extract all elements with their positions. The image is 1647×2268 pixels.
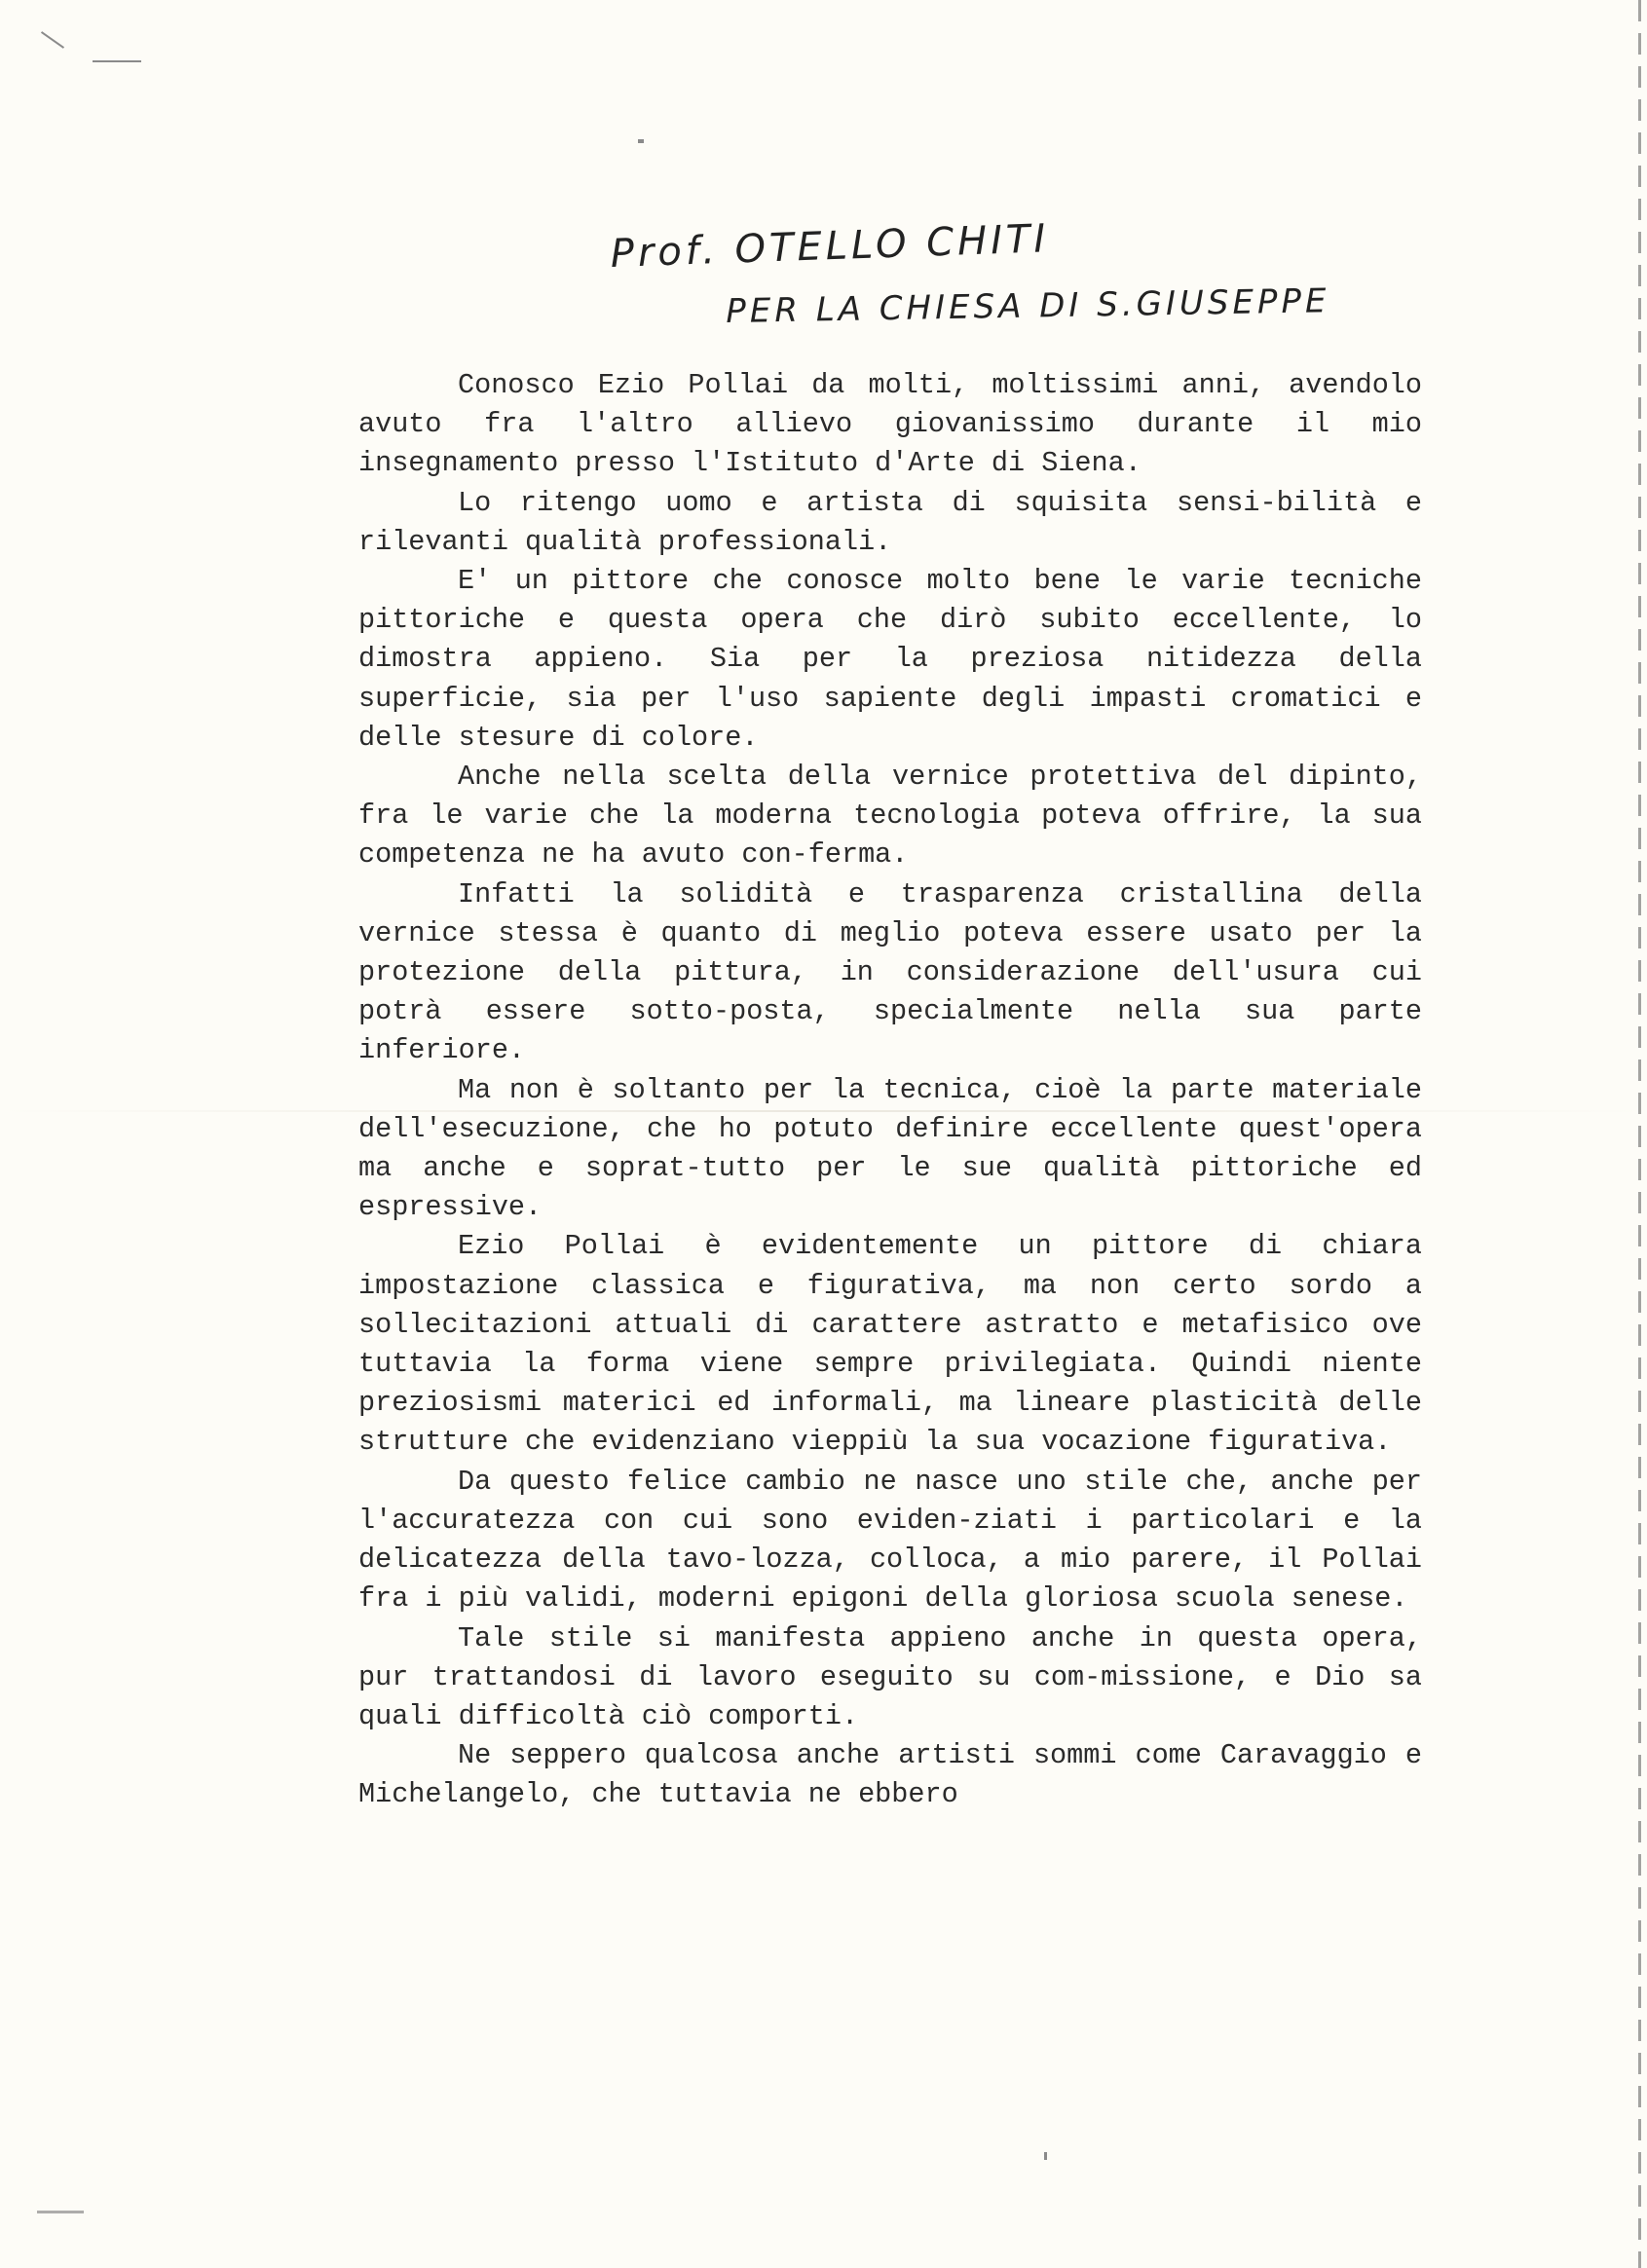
paragraph: Ezio Pollai è evidentemente un pittore di chiara impostazione classica e figurativa, ma non certo sordo a sollecitazioni attuali di carattere astratto e metafisico ove tuttavia la forma viene sempre privilegiata. Quindi niente preziosismi materici ed informali, ma lineare plasticità delle strutture che evidenziano vieppiù la sua vocazione figurativa. [358,1230,1422,1459]
paragraph: Da questo felice cambio ne nasce uno stile che, anche per l'accuratezza con cui sono eviden-ziati i particolari e la delicatezza della tavo-lozza, colloca, a mio parere, il Pollai fra i più validi, moderni epigoni della gloriosa scuola senese. [358,1465,1422,1616]
paragraph: Ma non è soltanto per la tecnica, cioè la parte materiale dell'esecuzione, che ho potuto definire eccellente quest'opera ma anche e soprat-tutto per le sue qualità pittoriche ed espressive. [358,1073,1422,1224]
paper-mark [93,60,141,62]
paper-mark [37,2211,84,2213]
handwritten-author-note: Prof. OTELLO CHITI [610,216,1050,277]
handwritten-church-note: PER LA CHIESA DI S.GIUSEPPE [726,281,1330,331]
paragraph: Conosco Ezio Pollai da molti, moltissimi anni, avendolo avuto fra l'altro allievo giovanissimo durante il mio insegnamento presso l'Istituto d'Arte di Siena. [358,369,1422,480]
paragraph: Ne seppero qualcosa anche artisti sommi come Caravaggio e Michelangelo, che tuttavia ne ebbero [358,1739,1422,1811]
paper-mark [41,31,64,49]
paragraph: Lo ritengo uomo e artista di squisita sensi-bilità e rilevanti qualità professionali. [358,486,1422,558]
paper-edge-shadow [1638,0,1641,2268]
paragraph: Tale stile si manifesta appieno anche in questa opera, pur trattandosi di lavoro eseguito su com-missione, e Dio sa quali difficoltà ciò comporti. [358,1621,1422,1732]
letter-body [358,366,1422,1815]
paragraph: E' un pittore che conosce molto bene le varie tecniche pittoriche e questa opera che dirò subito eccellente, lo dimostra appieno. Sia per la preziosa nitidezza della superficie, sia per l'uso sapiente degli impasti cromatici e delle stesure di colore. [358,565,1422,754]
paragraph: Infatti la solidità e trasparenza cristallina della vernice stessa è quanto di meglio poteva essere usato per la protezione della pittura, in considerazione dell'usura cui potrà essere sotto-posta, specialmente nella sua parte inferiore. [358,877,1422,1067]
paper-mark [638,139,644,143]
paragraph: Anche nella scelta della vernice protettiva del dipinto, fra le varie che la moderna tecnologia poteva offrire, la sua competenza ne ha avuto con-ferma. [358,761,1422,872]
paper-mark [1044,2152,1047,2160]
